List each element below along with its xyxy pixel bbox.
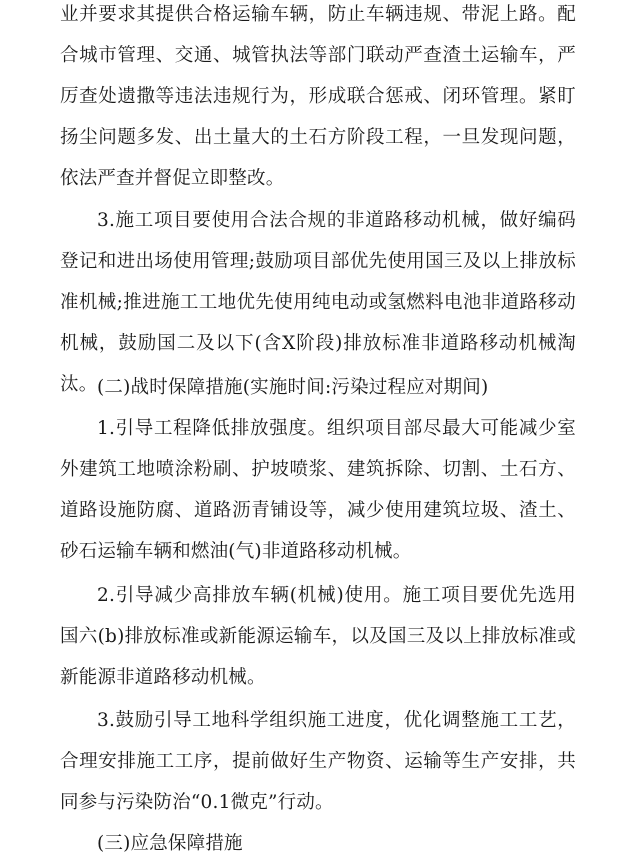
paragraph-non-road-machinery: 3.施工项目要使用合法合规的非道路移动机械，做好编码登记和进出场使用管理;鼓励项目部优先使用国三及以上排放标准机械;推进施工工地优先使用纯电动或氢燃料电池非道路移动机械，鼓励国二及以下(含X阶段)排放标准非道路移动机械淘汰。: [60, 210, 576, 395]
paragraph-reduce-emission-intensity: 1.引导工程降低排放强度。组织项目部尽最大可能减少室外建筑工地喷涂粉刷、护坡喷浆、建筑拆除、切割、土石方、道路设施防腐、道路沥青铺设等，减少使用建筑垃圾、渣土、砂石运输车辆和燃油(气)非道路移动机械。: [60, 418, 576, 562]
paragraph-construction-transport: 业并要求其提供合格运输车辆，防止车辆违规、带泥上路。配合城市管理、交通、城管执法等部门联动严查渣土运输车，严厉查处遗撒等违法违规行为，形成联合惩戒、闭环管理。紧盯扬尘问题多发、出土量大的土石方阶段工程，一旦发现问题，依法严查并督促立即整改。: [60, 4, 576, 189]
section-heading-emergency-measures: (三)应急保障措施: [97, 833, 243, 854]
paragraph-reduce-high-emission-vehicles: 2.引导减少高排放车辆(机械)使用。施工项目要优先选用国六(b)排放标准或新能源运输车，以及国三及以上排放标准或新能源非道路移动机械。: [60, 585, 576, 688]
section-heading-wartime-measures: (二)战时保障措施(实施时间:污染过程应对期间): [97, 377, 489, 398]
paragraph-scientific-construction-schedule: 3.鼓励引导工地科学组织施工进度，优化调整施工工艺，合理安排施工工序，提前做好生产物资、运输等生产安排，共同参与污染防治“0.1微克”行动。: [60, 710, 576, 813]
